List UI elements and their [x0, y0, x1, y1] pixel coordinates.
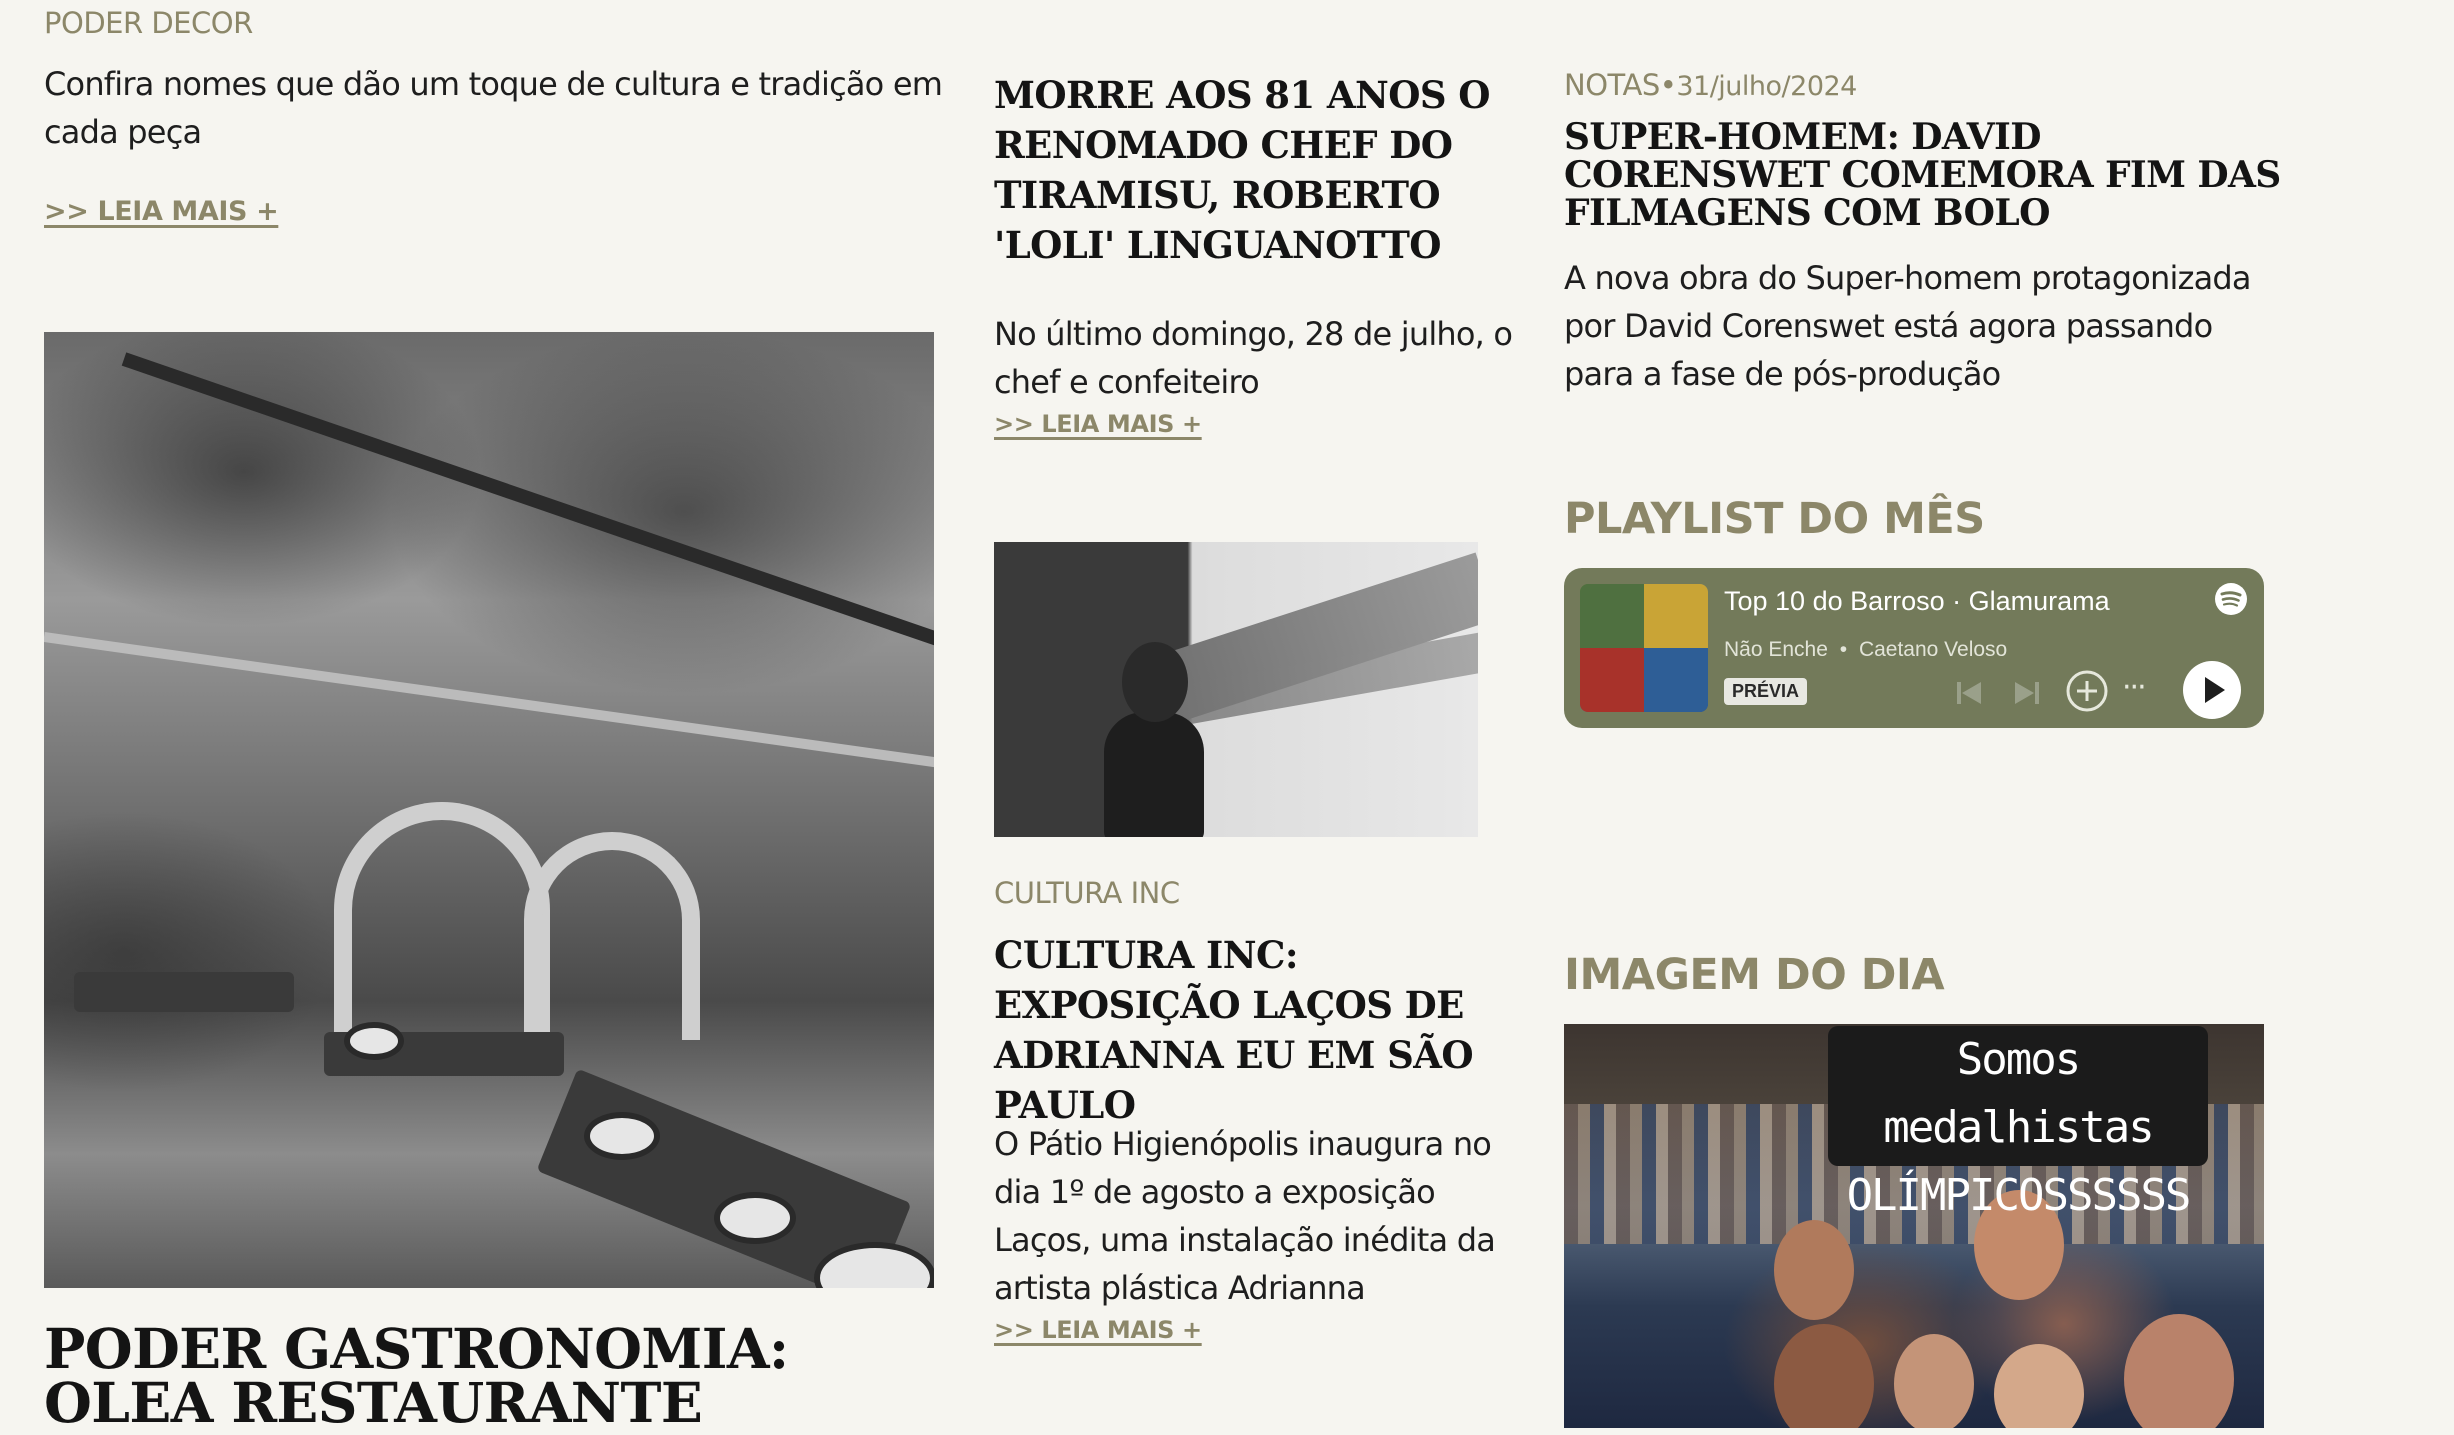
poder-gastronomia-headline[interactable]: PODER GASTRONOMIA: OLEA RESTAURANTE — [44, 1316, 789, 1435]
track-name[interactable]: Não Enche — [1724, 638, 1828, 661]
cultura-inc-headline[interactable]: CULTURA INC: EXPOSIÇÃO LAÇOS DE ADRIANNA EU EM SÃO PAULO — [994, 933, 1474, 1127]
spotify-logo-icon[interactable] — [2214, 582, 2248, 616]
track-separator: • — [1839, 638, 1848, 661]
album-art[interactable] — [1580, 584, 1708, 712]
spotify-embed — [1564, 568, 2264, 728]
poder-decor-read-more-link[interactable]: >> LEIA MAIS + — [44, 196, 279, 227]
super-homem-excerpt: A nova obra do Super-homem protagonizada por David Corenswet está agora passando para a fase de pós-produção — [1564, 259, 2251, 393]
olea-restaurant-photo[interactable] — [44, 332, 934, 1288]
artist-name[interactable]: Caetano Veloso — [1858, 638, 2008, 661]
skip-back-icon[interactable] — [1952, 676, 1986, 710]
kicker-separator: • — [1659, 68, 1677, 102]
tiramisu-chef-headline[interactable]: MORRE AOS 81 ANOS O RENOMADO CHEF DO TIRAMISU, ROBERTO 'LOLI' LINGUANOTTO — [994, 73, 1490, 267]
playlist-section-title: PLAYLIST DO MÊS — [1564, 494, 1985, 544]
playlist-title[interactable]: Top 10 do Barroso · Glamurama — [1724, 586, 2110, 616]
cultura-inc-kicker[interactable]: CULTURA INC — [994, 876, 1180, 910]
super-homem-headline[interactable]: SUPER-HOMEM: DAVID CORENSWET COMEMORA FIM DAS FILMAGENS COM BOLO — [1564, 116, 2281, 234]
image-of-the-day-photo[interactable] — [1564, 1024, 2264, 1428]
poder-decor-excerpt: Confira nomes que dão um toque de cultura e tradição em cada peça — [44, 65, 943, 151]
cultura-inc-excerpt: O Pátio Higienópolis inaugura no dia 1º de agosto a exposição Laços, uma instalação inédita da artista plástica Adrianna — [994, 1125, 1496, 1307]
notas-category-link[interactable]: NOTAS — [1564, 68, 1660, 102]
cultura-inc-read-more-link[interactable]: >> LEIA MAIS + — [994, 1316, 1202, 1344]
exposicao-lacos-photo[interactable] — [994, 542, 1478, 837]
play-icon[interactable] — [2182, 660, 2242, 720]
tiramisu-chef-excerpt: No último domingo, 28 de julho, o chef e confeiteiro — [994, 315, 1513, 401]
now-playing — [1724, 638, 2007, 662]
image-of-the-day-section-title: IMAGEM DO DIA — [1564, 950, 1945, 1000]
poder-decor-kicker[interactable]: PODER DECOR — [44, 6, 253, 40]
skip-forward-icon[interactable] — [2010, 676, 2044, 710]
notas-kicker — [1564, 68, 1857, 102]
more-icon[interactable]: ··· — [2122, 670, 2145, 705]
notas-date: 31/julho/2024 — [1676, 71, 1857, 102]
add-circle-icon[interactable] — [2064, 668, 2110, 714]
preview-badge: PRÉVIA — [1724, 678, 1807, 705]
image-caption: Somos medalhistas OLÍMPICOSSSSSS — [1828, 1026, 2208, 1166]
tiramisu-chef-read-more-link[interactable]: >> LEIA MAIS + — [994, 410, 1202, 438]
